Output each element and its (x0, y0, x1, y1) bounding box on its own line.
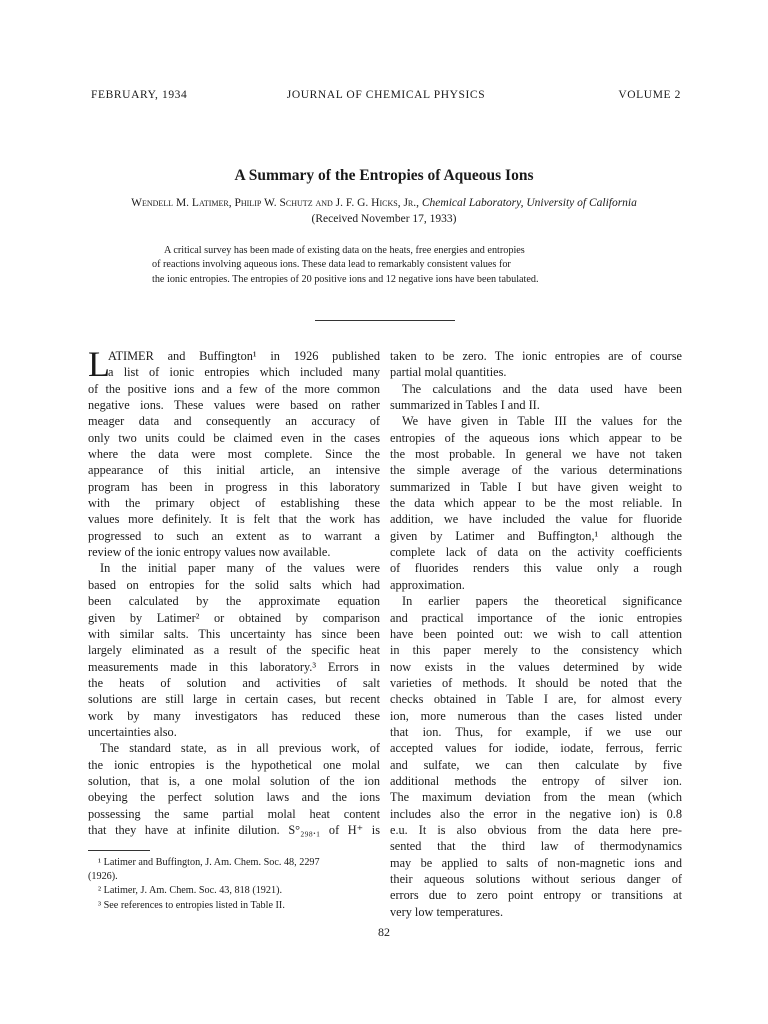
body-line: review of the ionic entropy values now available. (88, 545, 331, 560)
body-line: errors due to zero point entropy or transitions at (390, 888, 682, 903)
body-line: accepted values for iodide, iodate, ferrous, ferric (390, 741, 682, 756)
body-line: appearance of this initial article, an intensive (88, 463, 380, 478)
body-column-left (88, 344, 380, 838)
abstract-line: A critical survey has been made of existing data on the heats, free energies and entropies (164, 245, 525, 256)
body-line: may be applied to salts of non-magnetic ions and (390, 855, 682, 870)
body-line: We have given in Table III the values for the (402, 414, 682, 429)
body-line: with the primary object of establishing these (88, 496, 380, 511)
body-line: ion, more numerous than the cases listed under (390, 708, 682, 723)
dropcap-block (88, 344, 380, 384)
body-line: and practical importance of the ionic entropies (390, 610, 682, 625)
body-line: in this paper merely to the consistency which (390, 643, 682, 658)
abstract (152, 244, 616, 287)
footnote-1-cont: (1926). (88, 871, 118, 883)
body-line: approximation. (390, 577, 465, 592)
body-line: the ionic entropies is the hypothetical one molal (88, 757, 380, 772)
body-line: values more definitely. It is felt that the work has (88, 512, 380, 527)
body-line: based on entropies for the solid salts which had (88, 577, 380, 592)
body-line: the most probable. In general we have not taken (390, 447, 682, 462)
body-line: In the initial paper many of the values were (100, 561, 380, 576)
body-line: The maximum deviation from the mean (which (390, 790, 682, 805)
body-line: of fluorides renders this value only a rough (390, 561, 682, 576)
body-line: and sulfate, we can then calculate by five (390, 757, 682, 772)
footnote-1: ¹ Latimer and Buffington, J. Am. Chem. Soc. 48, 2297 (98, 857, 320, 868)
abstract-line: of reactions involving aqueous ions. These data lead to remarkably consistent values for (152, 259, 511, 271)
body-line: meager data and consequently an accuracy of (88, 414, 380, 429)
article-affiliation: Chemical Laboratory, University of California (421, 197, 637, 209)
body-line: entropies of the aqueous ions which appear to be (390, 430, 682, 445)
body-line: progressed to such an extent as to warrant a (88, 528, 380, 543)
body-line: very low temperatures. (390, 904, 504, 919)
body-line: partial molal quantities. (390, 365, 507, 380)
body-line: their aqueous solutions without serious danger of (390, 872, 682, 886)
body-line: measurements made in this laboratory.³ Errors in (88, 659, 380, 674)
body-line: varieties of methods. It should be noted that the (390, 675, 682, 690)
body-line: that ion. Thus, for example, if we use our (390, 724, 682, 739)
body-line: summarized in Table I but have given weight to (390, 479, 682, 494)
header-date: FEBRUARY, 1934 (91, 89, 188, 101)
body-line: the simple average of the various determinations (390, 463, 682, 478)
footnotes (88, 856, 380, 913)
body-line: with similar salts. This uncertainty has since been (88, 626, 380, 641)
body-line: only two units could be claimed even in the cases (88, 430, 380, 445)
body-line: given by Latimer and Buffington,¹ although the (390, 528, 682, 543)
body-line: the heats of solution and activities of salt (88, 675, 380, 690)
body-line: have been pointed out: we wish to call attention (390, 626, 682, 641)
body-line: that they have at infinite dilution. S°₂₉₈.₁ of H⁺ is (88, 822, 380, 837)
body-line: now exists in the values determined by wide (390, 659, 682, 674)
dropcap: L (88, 344, 110, 384)
footnote-rule (88, 850, 150, 851)
body-line: uncertainties also. (88, 724, 177, 739)
body-line: sented that the third law of thermodynamics (390, 839, 682, 854)
body-line: largely eliminated as a result of the specific heat (88, 643, 380, 658)
body-line: The calculations and the data used have been (402, 381, 682, 396)
footnote-3: ³ See references to entropies listed in Table II. (98, 899, 285, 911)
body-line: taken to be zero. The ionic entropies are of course (390, 349, 682, 363)
received-date: (Received November 17, 1933) (311, 213, 457, 225)
body-line: obeying the perfect solution laws and the ions (88, 790, 380, 805)
body-line: work by many investigators has reduced these (88, 708, 380, 723)
abstract-line: the ionic entropies. The entropies of 20 positive ions and 12 negative ions have been tabulated. (152, 273, 539, 285)
running-head (91, 89, 681, 105)
body-line: possessing the same partial molal heat content (88, 806, 380, 821)
body-line: includes also the error in the negative ion) is 0.8 (390, 806, 682, 821)
body-line: solution, that is, a one molal solution of the ion (88, 773, 380, 788)
page-number: 82 (378, 925, 390, 939)
body-line: a list of ionic entropies which included many (108, 365, 380, 380)
body-line: The standard state, as in all previous work, of (100, 741, 380, 756)
article-authors: Wendell M. Latimer, Philip W. Schutz and J. F. G. Hicks, Jr., (131, 197, 420, 209)
body-line: e.u. It is also obvious from the data here pre- (390, 822, 682, 837)
header-volume: VOLUME 2 (618, 89, 681, 101)
body-line: addition, we have included the value for fluoride (390, 512, 682, 527)
article-byline (0, 197, 768, 209)
body-line: complete lack of data on the activity coefficients (390, 545, 682, 560)
body-line: additional methods the entropy of silver ion. (390, 773, 682, 788)
footnote-2: ² Latimer, J. Am. Chem. Soc. 43, 818 (1921). (98, 885, 283, 897)
body-line: negative ions. These values were based on rather (88, 398, 380, 413)
body-line: ATIMER and Buffington¹ in 1926 published (108, 349, 380, 363)
body-line: program has been in progress in this laboratory (88, 479, 380, 494)
body-line: given by Latimer² or obtained by comparison (88, 610, 380, 625)
body-line: been calculated by the approximate equation (88, 594, 380, 609)
body-line: the data which appear to be the most reliable. In (390, 496, 682, 511)
section-divider (315, 320, 455, 321)
body-line: where the data were most complete. Since the (88, 447, 380, 462)
article-title: A Summary of the Entropies of Aqueous Ions (234, 167, 534, 184)
header-journal: JOURNAL OF CHEMICAL PHYSICS (286, 89, 486, 101)
body-line: summarized in Tables I and II. (390, 398, 540, 413)
body-line: In earlier papers the theoretical significance (402, 594, 682, 609)
body-line: of the positive ions and a few of the more common (88, 381, 380, 396)
body-line: checks obtained in Table I are, for almost every (390, 692, 682, 707)
body-line: solutions are still large in certain cases, but recent (88, 692, 380, 707)
body-column-right (390, 348, 682, 920)
